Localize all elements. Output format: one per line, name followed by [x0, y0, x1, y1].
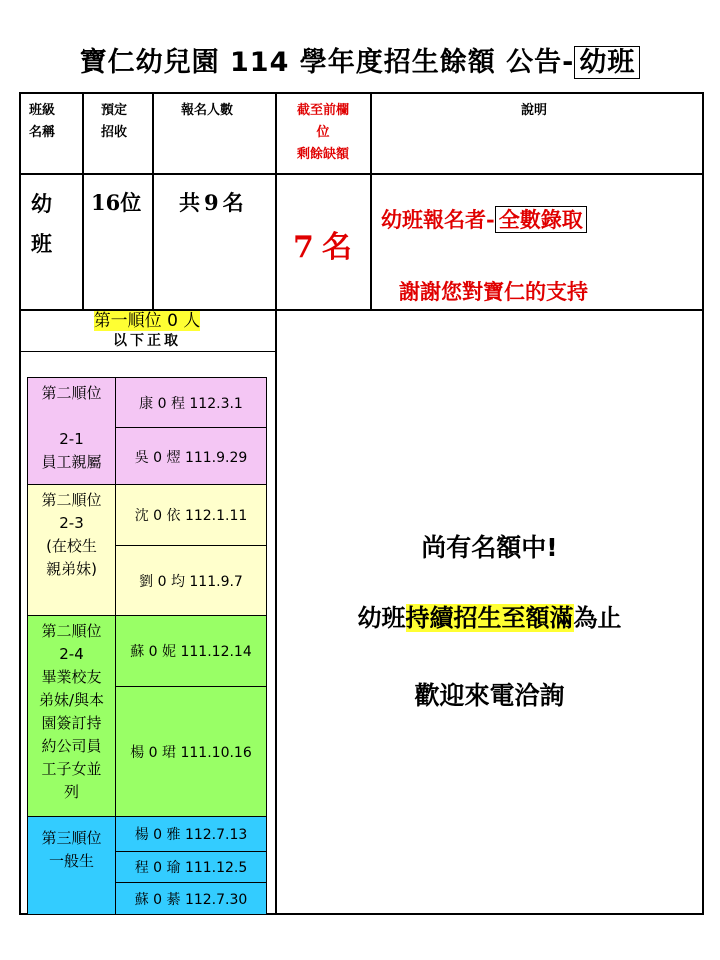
segment-label-line: 約公司員 — [41, 737, 102, 755]
segment-label-line: 2-1 — [59, 430, 84, 448]
page-title — [0, 40, 720, 79]
segment-names — [116, 616, 266, 816]
segment-label-line: 員工親屬 — [41, 453, 102, 471]
list-item: 程 0 瑜 111.12.5 — [116, 852, 266, 883]
segment-label-line: 園簽訂持 — [41, 714, 102, 732]
segment-label — [28, 378, 116, 484]
segment-label — [28, 485, 116, 615]
header-notes: 說明 — [521, 103, 548, 118]
side-line1: 尚有名額中! — [421, 533, 558, 562]
segment-label — [28, 817, 116, 914]
segment-names — [116, 817, 266, 914]
title-boxed: 幼班 — [574, 46, 640, 79]
list-item: 沈 0 依 112.1.11 — [116, 485, 266, 546]
header-class-name: 班級 名稱 — [29, 103, 56, 140]
list-item: 楊 0 雅 112.7.13 — [116, 817, 266, 852]
segment-names — [116, 378, 266, 484]
title-main: 寶仁幼兒園 114 學年度招生餘額 公告- — [79, 47, 575, 78]
class-name: 幼 班 — [31, 191, 52, 256]
priority1-sub: 以下正取 — [113, 333, 181, 349]
segment-label-line: 親弟妹) — [46, 560, 97, 578]
side-line3: 歡迎來電洽詢 — [414, 681, 565, 710]
segment-label-line: 2-4 — [59, 645, 84, 663]
header-planned: 預定 招收 — [101, 103, 128, 140]
priority-list — [27, 377, 267, 915]
segment-label-line: 第二順位 — [41, 384, 102, 402]
segment-label-line: (在校生 — [46, 537, 97, 555]
segment-label-line — [28, 405, 115, 428]
segment-label-line: 第二順位 — [41, 491, 102, 509]
segment-2-3 — [28, 485, 266, 616]
note-line2: 謝謝您對寶仁的支持 — [399, 279, 588, 304]
side-line2: 幼班持續招生至額滿為止 — [357, 604, 622, 632]
segment-label-line: 一般生 — [48, 852, 94, 870]
segment-label — [28, 616, 116, 816]
segment-label-line: 2-3 — [59, 514, 84, 532]
list-item: 蘇 0 妮 111.12.14 — [116, 616, 266, 687]
segment-label-line: 畢業校友 — [41, 668, 102, 686]
remaining-slots: 7名 — [293, 230, 360, 265]
note-line1: 幼班報名者- 全數錄取 — [381, 204, 587, 234]
segment-label-line: 弟妹/與本 — [38, 691, 105, 709]
list-item: 康 0 程 112.3.1 — [116, 378, 266, 428]
segment-3 — [28, 817, 266, 914]
segment-2-1 — [28, 378, 266, 485]
header-remaining: 截至前欄 位 剩餘缺額 — [296, 103, 349, 162]
list-item: 劉 0 均 111.9.7 — [139, 574, 243, 590]
planned-count: 16位 — [91, 190, 142, 215]
list-item: 蘇 0 綦 112.7.30 — [134, 891, 248, 908]
applicant-count: 共9名 — [179, 190, 248, 215]
segment-label-line: 列 — [63, 783, 79, 801]
segment-2-4 — [28, 616, 266, 817]
priority1-label: 第一順位 0 人 — [93, 311, 201, 331]
segment-names — [116, 485, 266, 615]
segment-label-line: 第二順位 — [41, 622, 102, 640]
segment-label-line: 工子女並 — [41, 760, 102, 778]
list-item: 吳 0 熤 111.9.29 — [134, 449, 248, 466]
list-item: 楊 0 珺 111.10.16 — [130, 745, 252, 761]
header-applicants: 報名人數 — [181, 103, 234, 118]
segment-label-line: 第三順位 — [41, 829, 102, 847]
